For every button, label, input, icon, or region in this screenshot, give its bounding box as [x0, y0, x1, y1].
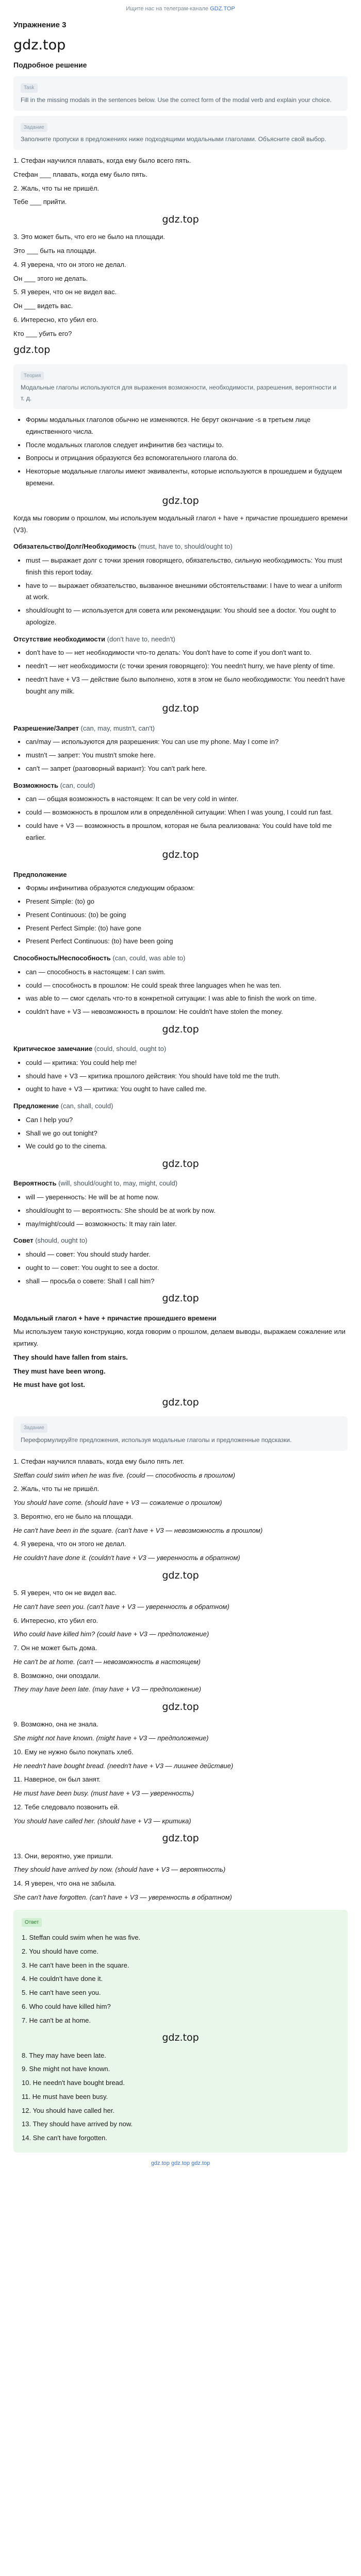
part1-item: 2. Жаль, что ты не пришёл.	[13, 184, 100, 192]
section-item: • Shall we go out tonight?	[26, 1128, 348, 1140]
answer-item: 13. They should have arrived by now.	[22, 2120, 133, 2128]
part1-list	[13, 155, 348, 340]
part2-item: 9. Возможно, она не знала.	[13, 1720, 99, 1728]
part2-item: They may have been late. (may have + V3 — предположение)	[13, 1685, 201, 1693]
answer-item: 10. He needn't have bought bread.	[22, 2079, 125, 2087]
watermark: gdz.top	[162, 1023, 199, 1035]
watermark: gdz.top	[162, 703, 199, 715]
section-item: • could — возможность в прошлом или в определённой ситуации: When I was young, I could run fast.	[26, 807, 348, 819]
task-badge: Задание	[21, 123, 47, 132]
watermark: gdz.top	[162, 1293, 199, 1304]
section-item: • can't — запрет (разговорный вариант): You can't park here.	[26, 763, 348, 775]
answer-list	[22, 1932, 339, 2144]
grammar-text: Модальные глаголы используются для выражения возможности, необходимости, разрешения, вероятности и т. д.	[21, 384, 337, 402]
part2-item: 7. Он не может быть дома.	[13, 1644, 97, 1652]
topbar-text: Ищите нас на телеграм-канале	[126, 6, 208, 12]
watermark: gdz.top	[13, 344, 51, 356]
part2-item: 12. Тебе следовало позвонить ей.	[13, 1803, 120, 1811]
watermark: gdz.top	[162, 1569, 199, 1581]
section-item: • Present Continuous: (to) be going	[26, 909, 348, 921]
part2-item: He can't be at home. (can't — невозможность в настоящем)	[13, 1657, 201, 1666]
part2-item: 8. Возможно, они опоздали.	[13, 1671, 101, 1680]
section-subtitle: (can, could)	[60, 781, 95, 789]
note-past-example: They should have fallen from stairs.	[13, 1353, 128, 1361]
answer-item: 11. He must have been busy.	[22, 2092, 108, 2100]
section-subtitle: (must, have to, should/ought to)	[138, 543, 233, 551]
section-title	[13, 1100, 348, 1112]
grammar-point: • После модальных глаголов следует инфинитив без частицы to.	[26, 439, 348, 451]
section-title	[13, 1235, 348, 1247]
section-item: • needn't — нет необходимости (с точки зрения говорящего): You needn't hurry, we have plenty of time.	[26, 660, 348, 672]
section-item: • can — общая возможность в настоящем: It can be very cold in winter.	[26, 793, 348, 805]
section-item: • Present Simple: (to) go	[26, 896, 348, 908]
section-list	[13, 967, 348, 1018]
part2-item: You should have come. (should have + V3 — сожаление о прошлом)	[13, 1499, 222, 1506]
section-subtitle: (can, shall, could)	[60, 1102, 113, 1110]
section-item: • shall — просьба о совете: Shall I call him?	[26, 1276, 348, 1287]
part1-item: Тебе ___ прийти.	[13, 198, 67, 206]
section-title-text: Разрешение/Запрет	[13, 724, 79, 732]
section-item: • couldn't have + V3 — невозможность в прошлом: He couldn't have stolen the money.	[26, 1006, 348, 1018]
section-list	[13, 1057, 348, 1095]
part1-item: 1. Стефан научился плавать, когда ему было всего пять.	[13, 157, 191, 164]
section-item: • should have + V3 — критика прошлого действия: You should have told me the truth.	[26, 1071, 348, 1082]
section-list	[13, 793, 348, 843]
section-item: • could — критика: You could help me!	[26, 1057, 348, 1069]
watermark: gdz.top	[13, 37, 66, 54]
section-item: • Can I help you?	[26, 1114, 348, 1126]
section-item: • don't have to — нет необходимости что-то делать: You don't have to come if you don't want to.	[26, 647, 348, 659]
answer-item: 3. He can't have been in the square.	[22, 1961, 129, 1969]
part2-item: He couldn't have done it. (couldn't have + V3 — уверенность в обратном)	[13, 1554, 240, 1562]
section-item: • should — совет: You should study harder.	[26, 1249, 348, 1261]
task-text: Заполните пропуски в предложениях ниже подходящими модальными глаголами. Объясните свой выбор.	[21, 135, 326, 143]
section-subtitle: (should, ought to)	[35, 1236, 88, 1245]
grammar-point: • Некоторые модальные глаголы имеют эквиваленты, которые используются в прошедшем и будущем времени.	[26, 466, 348, 489]
task-badge: Task	[21, 83, 38, 93]
part2-item: 1. Стефан научился плавать, когда ему было пять лет.	[13, 1457, 185, 1465]
grammar-point: • Вопросы и отрицания образуются без вспомогательного глагола do.	[26, 452, 348, 464]
telegram-link[interactable]: GDZ.TOP	[210, 6, 235, 12]
answer-card	[13, 1910, 348, 2153]
section-list	[13, 883, 348, 947]
part2-item: 13. Они, вероятно, уже пришли.	[13, 1852, 113, 1860]
part2-item: He can't have seen you. (can't have + V3 — уверенность в обратном)	[13, 1602, 229, 1611]
answer-badge: Ответ	[22, 1918, 42, 1927]
watermark: gdz.top	[162, 2032, 199, 2044]
solution-title: Подробное решение	[13, 60, 87, 69]
section-title	[13, 953, 348, 964]
grammar-points	[13, 414, 348, 489]
section-subtitle: (could, should, ought to)	[94, 1045, 167, 1053]
part1-item: 4. Я уверена, что он этого не делал.	[13, 260, 126, 268]
section-item: • will — уверенность: He will be at home now.	[26, 1192, 348, 1204]
section-title-text: Предположение	[13, 870, 67, 878]
part2-badge: Задание	[21, 1423, 47, 1433]
section-item: • can — способность в настоящем: I can swim.	[26, 967, 348, 978]
note-past-text: Мы используем такую конструкцию, когда говорим о прошлом, делаем выводы, выражаем сожаление или критику.	[13, 1328, 346, 1347]
part2-item: 14. Я уверен, что она не забыла.	[13, 1879, 117, 1887]
task-text: Fill in the missing modals in the sentences below. Use the correct form of the modal verb and explain your choice.	[21, 96, 332, 104]
section-list	[13, 1114, 348, 1153]
answer-item: 6. Who could have killed him?	[22, 2002, 111, 2010]
section-item: • mustn't — запрет: You mustn't smoke here.	[26, 750, 348, 761]
section-item: • Формы инфинитива образуются следующим образом:	[26, 883, 348, 894]
part2-item: You should have called her. (should have + V3 — критика)	[13, 1817, 191, 1825]
section-title	[13, 1178, 348, 1190]
section-title	[13, 869, 348, 881]
section-title	[13, 1043, 348, 1055]
section-item: • can/may — используются для разрешения: You can use my phone. May I come in?	[26, 736, 348, 748]
answer-item: 4. He couldn't have done it.	[22, 1975, 103, 1983]
part2-item: 4. Я уверена, что он этого не делал.	[13, 1540, 126, 1548]
note-past-title: Модальный глагол + have + причастие прошедшего времени	[13, 1314, 217, 1322]
part2-item: 2. Жаль, что ты не пришёл.	[13, 1485, 100, 1493]
part1-item: Он ___ видеть вас.	[13, 302, 73, 310]
part2-item: Who could have killed him? (could have + V3 — предположение)	[13, 1630, 209, 1638]
section-title-text: Совет	[13, 1236, 34, 1245]
watermark: gdz.top	[162, 1701, 199, 1713]
watermark: gdz.top	[162, 495, 199, 506]
section-item: • Present Perfect Continuous: (to) have been going	[26, 936, 348, 947]
answer-item: 7. He can't be at home.	[22, 2016, 91, 2024]
part1-item: 5. Я уверен, что он не видел вас.	[13, 288, 117, 296]
answer-item: 8. They may have been late.	[22, 2051, 106, 2059]
note-past-example: They must have been wrong.	[13, 1367, 106, 1375]
section-item: • may/might/could — возможность: It may rain later.	[26, 1218, 348, 1230]
section-item: • should/ought to — вероятность: She should be at work by now.	[26, 1205, 348, 1217]
part2-item: They should have arrived by now. (should have + V3 — вероятность)	[13, 1866, 226, 1874]
section-title	[13, 541, 348, 553]
section-title-text: Вероятность	[13, 1179, 57, 1188]
section-item: • We could go to the cinema.	[26, 1141, 348, 1153]
section-title-text: Критическое замечание	[13, 1045, 93, 1053]
part1-item: Он ___ этого не делать.	[13, 274, 88, 282]
grammar-badge: Теория	[21, 371, 44, 381]
section-subtitle: (can, could, was able to)	[112, 954, 186, 962]
task-card-en	[13, 76, 348, 111]
part1-item: 3. Это может быть, что его не было на площади.	[13, 233, 166, 241]
section-list	[13, 555, 348, 629]
section-title	[13, 780, 348, 792]
answer-item: 9. She might not have known.	[22, 2065, 110, 2073]
section-list	[13, 1249, 348, 1287]
watermark: gdz.top	[162, 1397, 199, 1408]
part2-item: He needn't have bought bread. (needn't have + V3 — лишнее действие)	[13, 1761, 234, 1770]
section-title-text: Способность/Неспособность	[13, 954, 111, 962]
exercise-title: Упражнение 3	[13, 21, 67, 29]
part1-item: Стефан ___ плавать, когда ему было пять.	[13, 170, 147, 178]
section-item: • ought to have + V3 — критика: You ought to have called me.	[26, 1083, 348, 1095]
section-title-text: Предложение	[13, 1102, 59, 1110]
watermark: gdz.top	[162, 849, 199, 861]
part2-item: Steffan could swim when he was five. (could — способность в прошлом)	[13, 1471, 235, 1479]
section-item: • Present Perfect Simple: (to) have gone	[26, 923, 348, 935]
section-item: • ought to — совет: You ought to see a doctor.	[26, 1262, 348, 1274]
section-item: • must — выражает долг с точки зрения говорящего, обязательство, сильную необходимость: You must finish this report today.	[26, 555, 348, 579]
grammar-card	[13, 364, 348, 410]
task-card-ru	[13, 116, 348, 150]
grammar-note: Когда мы говорим о прошлом, мы используем модальный глагол + have + причастие прошедшего времени (V3).	[13, 514, 348, 534]
part2-item: 10. Ему не нужно было покупать хлеб.	[13, 1748, 134, 1756]
topbar	[13, 0, 348, 15]
watermark: gdz.top	[162, 1833, 199, 1844]
part2-item: 5. Я уверен, что он не видел вас.	[13, 1589, 117, 1597]
section-title	[13, 634, 348, 646]
answer-item: 12. You should have called her.	[22, 2106, 114, 2114]
part2-item: 6. Интересно, кто убил его.	[13, 1616, 99, 1624]
note-past	[13, 1313, 348, 1392]
note-past-example: He must have got lost.	[13, 1381, 85, 1389]
part2-item: He can't have been in the square. (can't have + V3 — невозможность в прошлом)	[13, 1526, 263, 1534]
section-item: • needn't have + V3 — действие было выполнено, хотя в этом не было необходимости: You needn't have bought any milk.	[26, 674, 348, 698]
part2-item: 3. Вероятно, его не было на площади.	[13, 1512, 133, 1520]
section-item: • could — способность в прошлом: He could speak three languages when he was ten.	[26, 980, 348, 992]
section-item: • could have + V3 — возможность в прошлом, которая не была реализована: You could have told me earlier.	[26, 820, 348, 844]
part2-text: Переформулируйте предложения, используя модальные глаголы и предложенные подсказки.	[21, 1436, 292, 1444]
section-list	[13, 647, 348, 697]
part1-item: Это ___ быть на площади.	[13, 247, 96, 255]
answer-item: 1. Steffan could swim when he was five.	[22, 1934, 141, 1941]
sections	[13, 541, 348, 1307]
answer-item: 2. You should have come.	[22, 1947, 99, 1955]
section-list	[13, 1192, 348, 1230]
section-title-text: Отсутствие необходимости	[13, 635, 105, 643]
part2-item: She might not have known. (might have + V3 — предположение)	[13, 1734, 209, 1742]
section-subtitle: (don't have to, needn't)	[107, 635, 175, 643]
footer-links[interactable]: gdz.top gdz.top gdz.top	[151, 2160, 210, 2166]
part2-item: He must have been busy. (must have + V3 — уверенность)	[13, 1789, 194, 1797]
watermark: gdz.top	[162, 1158, 199, 1170]
section-title	[13, 723, 348, 735]
answer-item: 5. He can't have seen you.	[22, 1989, 101, 1996]
part1-item: Кто ___ убить его?	[13, 329, 72, 337]
section-title-text: Возможность	[13, 781, 58, 789]
section-item: • was able to — смог сделать что-то в конкретной ситуации: I was able to finish the work on time.	[26, 993, 348, 1005]
section-subtitle: (will, should/ought to, may, might, could)	[58, 1179, 178, 1188]
grammar-point: • Формы модальных глаголов обычно не изменяются. Не берут окончание -s в третьем лице единственного числа.	[26, 414, 348, 438]
part2-list	[13, 1456, 348, 1904]
part2-item: She can't have forgotten. (can't have + V3 — уверенность в обратном)	[13, 1893, 232, 1901]
part2-card	[13, 1416, 348, 1451]
section-title-text: Обязательство/Долг/Необходимость	[13, 543, 137, 551]
part1-item: 6. Интересно, кто убил его.	[13, 315, 99, 324]
section-item: • have to — выражает обязательство, вызванное внешними обстоятельствами: I have to wear a uniform at work.	[26, 580, 348, 604]
section-list	[13, 736, 348, 774]
answer-item: 14. She can't have forgotten.	[22, 2134, 107, 2142]
section-item: • should/ought to — используется для совета или рекомендации: You should see a doctor. You ought to apologize.	[26, 605, 348, 629]
part2-item: 11. Наверное, он был занят.	[13, 1775, 101, 1784]
watermark: gdz.top	[162, 214, 199, 225]
section-subtitle: (can, may, mustn't, can't)	[80, 724, 155, 732]
